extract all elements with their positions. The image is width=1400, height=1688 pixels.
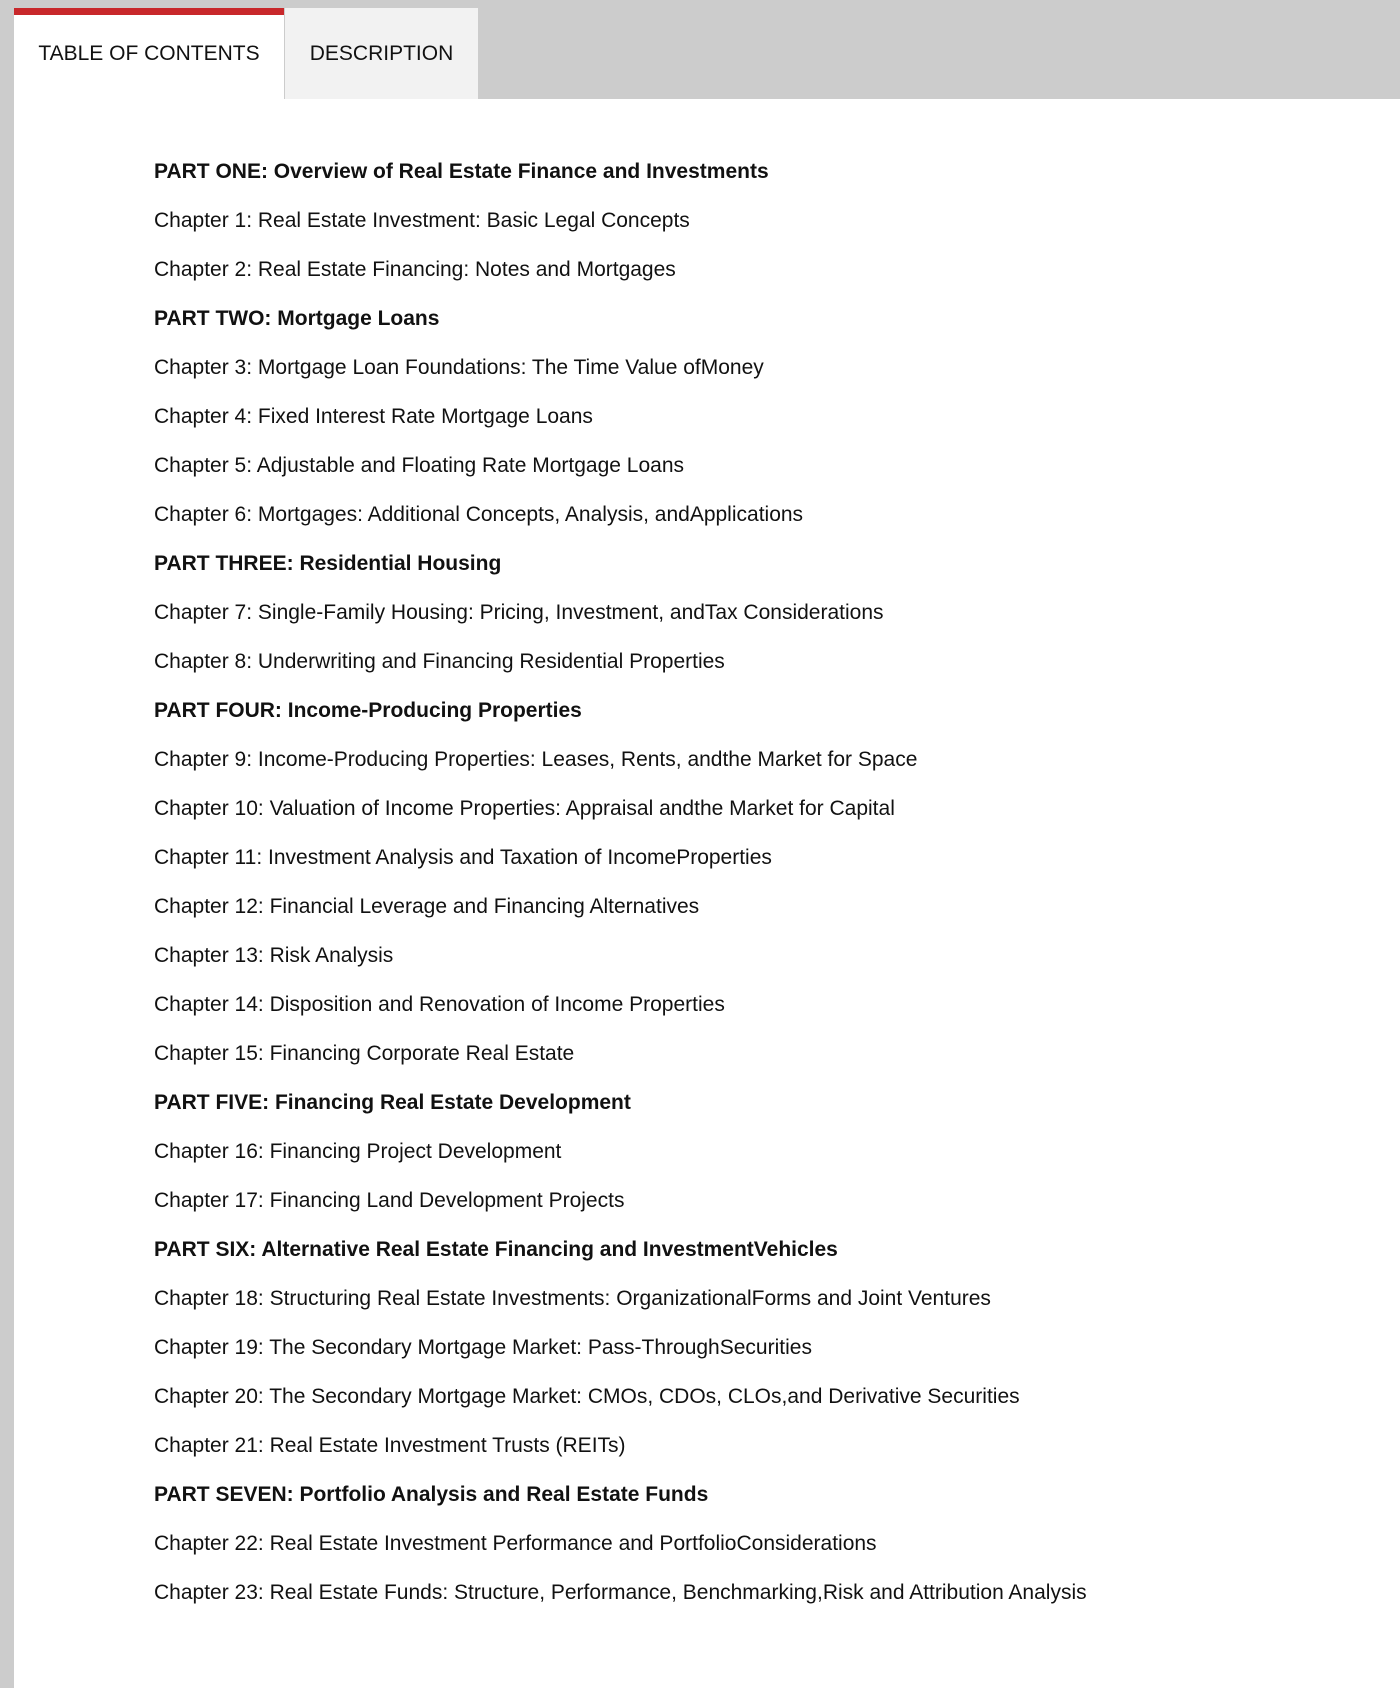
toc-chapter-item: Chapter 5: Adjustable and Floating Rate Mortgage Loans [154, 454, 685, 477]
toc-chapter-item: Chapter 23: Real Estate Funds: Structure, Performance, Benchmarking,Risk and Attribution Analysis [154, 1581, 1087, 1604]
toc-chapter-item: Chapter 21: Real Estate Investment Trusts (REITs) [154, 1434, 626, 1457]
toc-chapter-item: Chapter 2: Real Estate Financing: Notes and Mortgages [154, 258, 676, 281]
tab-description[interactable]: DESCRIPTION [285, 8, 478, 99]
toc-part-heading: PART THREE: Residential Housing [154, 552, 502, 575]
toc-part-heading: PART FIVE: Financing Real Estate Development [154, 1091, 631, 1114]
toc-chapter-item: Chapter 19: The Secondary Mortgage Market: Pass-ThroughSecurities [154, 1336, 812, 1359]
toc-chapter-item: Chapter 8: Underwriting and Financing Residential Properties [154, 650, 725, 673]
toc-chapter-item: Chapter 4: Fixed Interest Rate Mortgage Loans [154, 405, 593, 428]
toc-chapter-item: Chapter 14: Disposition and Renovation of Income Properties [154, 993, 725, 1016]
table-of-contents-panel [14, 99, 1400, 1688]
toc-chapter-item: Chapter 22: Real Estate Investment Performance and PortfolioConsiderations [154, 1532, 877, 1555]
toc-chapter-item: Chapter 7: Single-Family Housing: Pricing, Investment, andTax Considerations [154, 601, 884, 624]
toc-chapter-item: Chapter 17: Financing Land Development Projects [154, 1189, 625, 1212]
toc-part-heading: PART SIX: Alternative Real Estate Financing and InvestmentVehicles [154, 1238, 838, 1261]
toc-chapter-item: Chapter 12: Financial Leverage and Financing Alternatives [154, 895, 700, 918]
toc-chapter-item: Chapter 15: Financing Corporate Real Estate [154, 1042, 575, 1065]
toc-chapter-item: Chapter 6: Mortgages: Additional Concepts, Analysis, andApplications [154, 503, 804, 526]
toc-part-heading: PART SEVEN: Portfolio Analysis and Real Estate Funds [154, 1483, 709, 1506]
toc-chapter-item: Chapter 18: Structuring Real Estate Investments: OrganizationalForms and Joint Ventures [154, 1287, 991, 1310]
toc-chapter-item: Chapter 10: Valuation of Income Properties: Appraisal andthe Market for Capital [154, 797, 895, 820]
tab-table-of-contents[interactable]: TABLE OF CONTENTS [14, 8, 284, 99]
toc-chapter-item: Chapter 13: Risk Analysis [154, 944, 394, 967]
toc-part-heading: PART FOUR: Income-Producing Properties [154, 699, 582, 722]
toc-part-heading: PART TWO: Mortgage Loans [154, 307, 440, 330]
toc-chapter-item: Chapter 1: Real Estate Investment: Basic Legal Concepts [154, 209, 690, 232]
toc-chapter-item: Chapter 3: Mortgage Loan Foundations: The Time Value ofMoney [154, 356, 764, 379]
toc-chapter-item: Chapter 16: Financing Project Development [154, 1140, 562, 1163]
toc-part-heading: PART ONE: Overview of Real Estate Finance and Investments [154, 160, 769, 183]
toc-chapter-item: Chapter 20: The Secondary Mortgage Market: CMOs, CDOs, CLOs,and Derivative Securities [154, 1385, 1020, 1408]
toc-chapter-item: Chapter 9: Income-Producing Properties: Leases, Rents, andthe Market for Space [154, 748, 918, 771]
tab-bar [0, 0, 1400, 99]
toc-chapter-item: Chapter 11: Investment Analysis and Taxation of IncomeProperties [154, 846, 772, 869]
toc-list [154, 156, 1087, 1626]
